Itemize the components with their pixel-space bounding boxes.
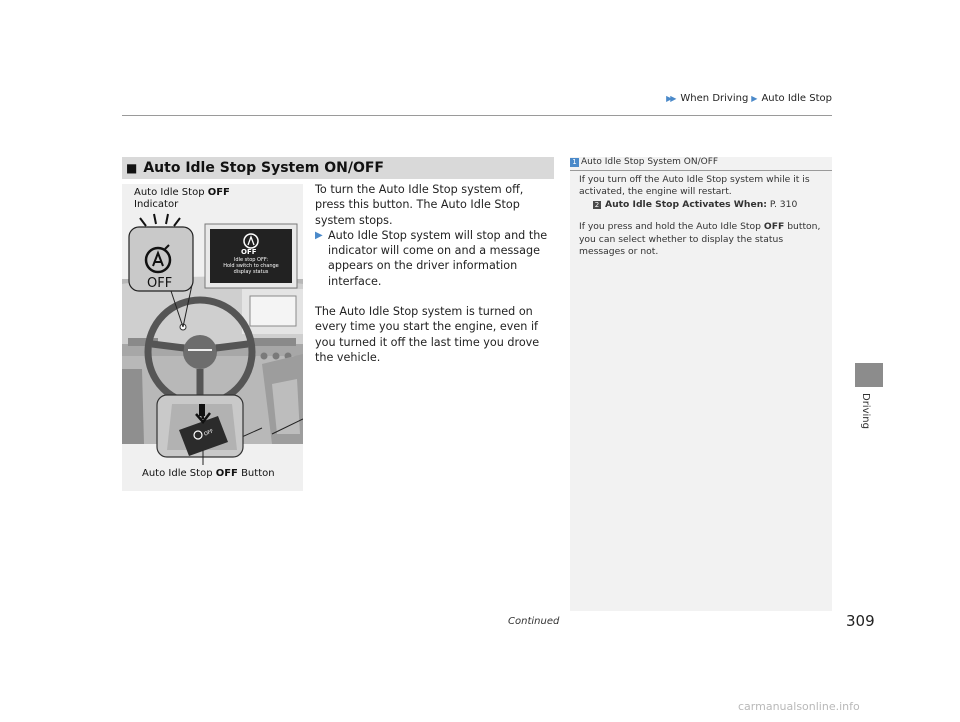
display-message-line3: display status: [233, 269, 269, 275]
side-note-text: [579, 174, 827, 258]
button-label-suffix: Button: [237, 468, 275, 479]
display-message-line2: Hold switch to change: [223, 263, 279, 269]
button-label: [142, 468, 275, 480]
section-title: Auto Idle Stop System ON/OFF: [143, 160, 384, 176]
section-heading: [122, 157, 554, 179]
watermark: carmanualsonline.info: [738, 700, 860, 713]
button-label-bold: OFF: [215, 468, 238, 479]
reference-title[interactable]: Auto Idle Stop Activates When:: [605, 198, 767, 210]
display-message-line1: Idle stop OFF:: [233, 257, 269, 263]
body-paragraph-1: To turn the Auto Idle Stop system off, press this button. The Auto Idle Stop system stops.: [315, 183, 524, 227]
indicator-off-text: OFF: [147, 276, 173, 291]
button-label-prefix: Auto Idle Stop: [142, 468, 216, 479]
side-note-paragraph-2: [579, 221, 827, 258]
indicator-label: [134, 187, 230, 211]
side-note-reference[interactable]: [579, 199, 827, 211]
indicator-label-prefix: Auto Idle Stop: [134, 187, 208, 198]
switch-off-text: OFF: [203, 428, 215, 438]
reference-page[interactable]: P. 310: [766, 198, 798, 210]
page-number: 309: [846, 612, 875, 630]
side-note-paragraph-2-bold: OFF: [763, 221, 785, 233]
side-note-paragraph-2-suffix: button, you can select whether to display the status messages or not.: [579, 221, 821, 258]
body-text: [315, 182, 553, 365]
reference-arrow-icon: 2: [594, 200, 600, 209]
side-note-rule: [570, 170, 832, 171]
side-note-paragraph-2-prefix: If you press and hold the Auto Idle Stop: [579, 221, 764, 233]
breadcrumb-level1[interactable]: When Driving: [680, 93, 749, 104]
breadcrumb-level2[interactable]: Auto Idle Stop: [761, 93, 832, 104]
side-note-title: [570, 157, 718, 167]
header-rule: [122, 115, 832, 116]
dashboard-drawing: [122, 184, 303, 491]
dashboard-illustration: [122, 184, 303, 491]
double-triangle-icon: ▶▶: [666, 94, 675, 103]
body-subpoint-text: Auto Idle Stop system will stop and the indicator will come on and a message appears on the driver information interface.: [328, 228, 548, 288]
note-number-icon: 1: [570, 158, 579, 167]
triangle-icon: ▶: [751, 94, 756, 103]
section-marker-icon: ■: [126, 161, 138, 175]
indicator-label-suffix: Indicator: [134, 199, 179, 210]
body-paragraph-2: The Auto Idle Stop system is turned on every time you start the engine, even if you turned it off the last time you drove the vehicle.: [315, 305, 540, 364]
side-note-paragraph-1: If you turn off the Auto Idle Stop system while it is activated, the engine will restart.: [579, 174, 810, 198]
continued-label: Continued: [508, 616, 560, 627]
chapter-tab[interactable]: [855, 363, 883, 387]
breadcrumb: [666, 93, 832, 104]
arrow-icon: ▶: [315, 229, 323, 241]
display-message: [210, 257, 292, 275]
indicator-label-bold: OFF: [207, 187, 230, 198]
chapter-label: Driving: [860, 393, 871, 429]
body-subpoint: [315, 228, 553, 289]
side-note-title-text: Auto Idle Stop System ON/OFF: [581, 157, 719, 167]
display-off-text: OFF: [241, 248, 257, 256]
